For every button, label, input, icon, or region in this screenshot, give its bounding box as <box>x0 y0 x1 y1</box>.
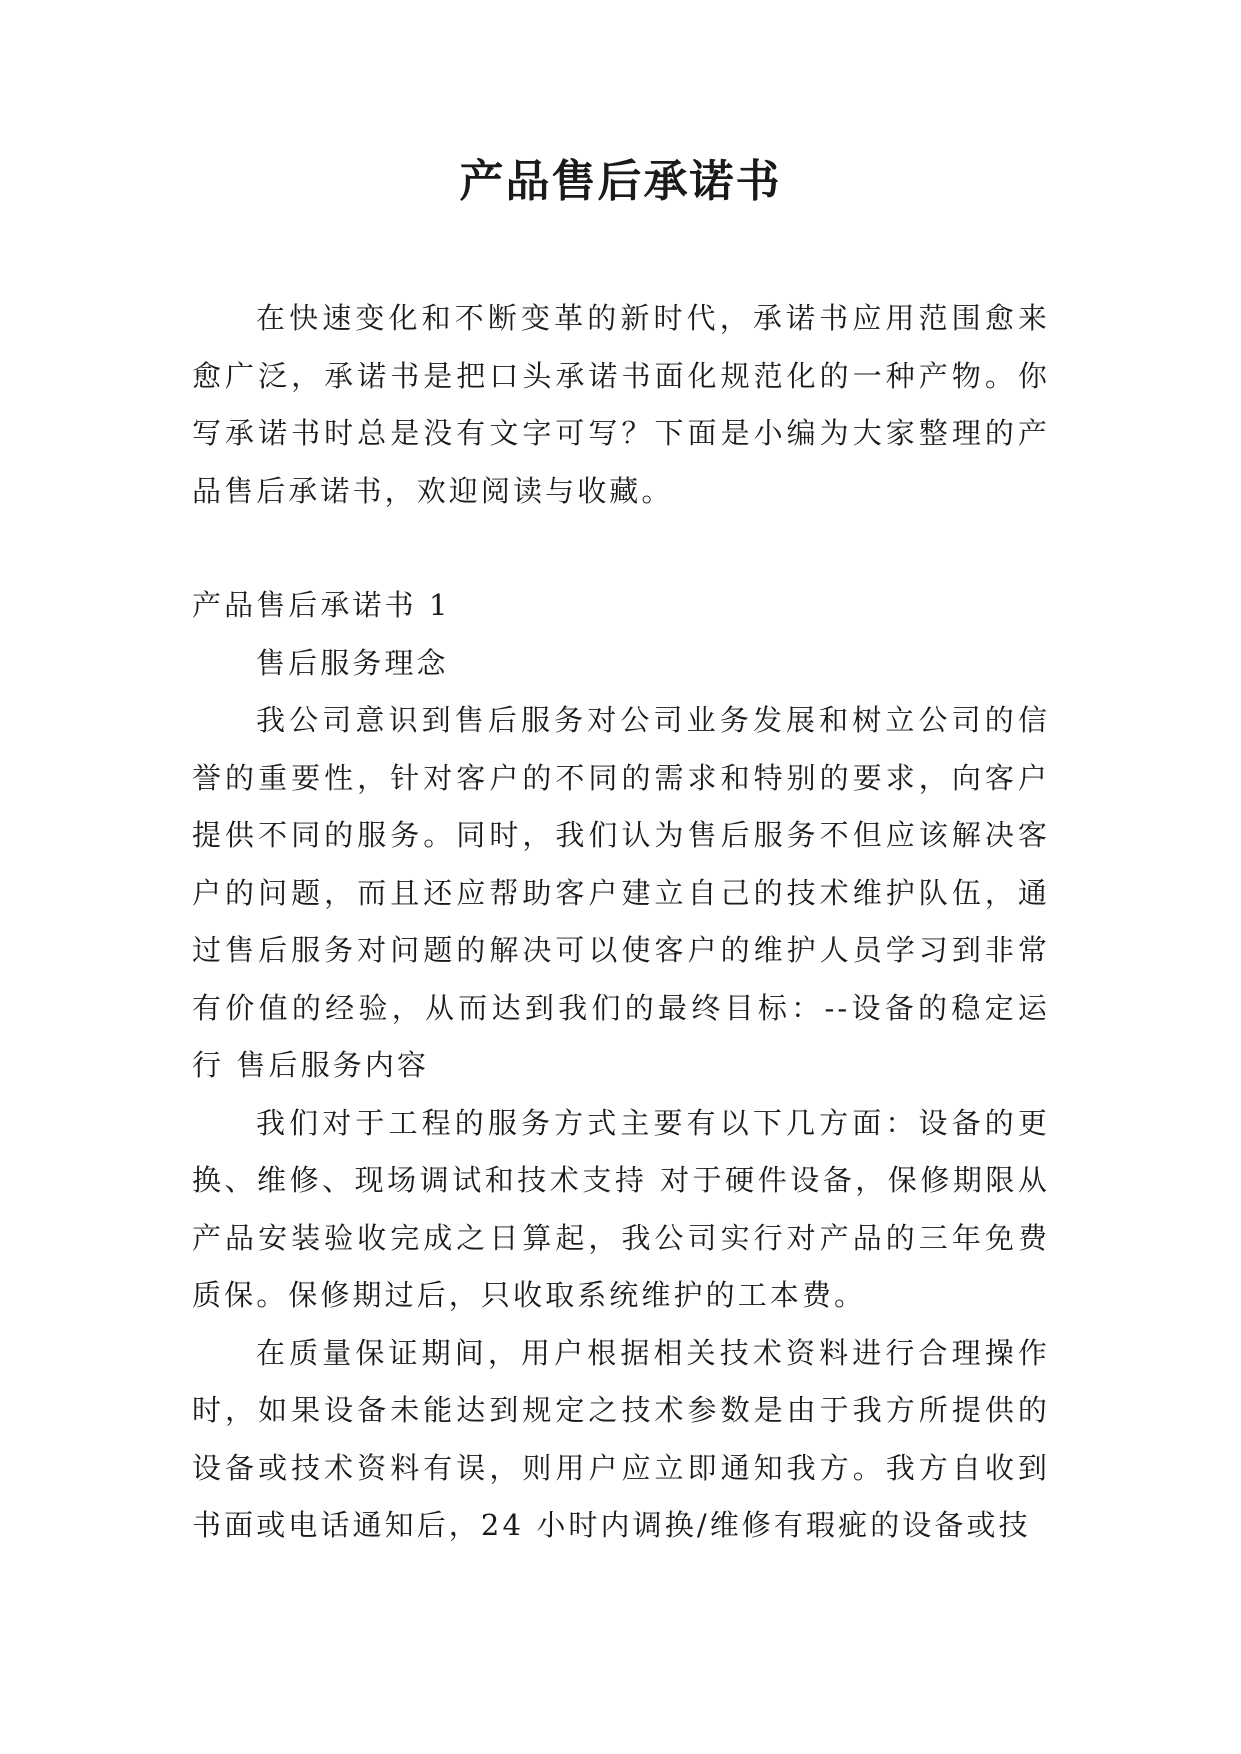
document-title: 产品售后承诺书 <box>459 156 782 207</box>
body-paragraph: 在质量保证期间，用户根据相关技术资料进行合理操作时，如果设备未能达到规定之技术参数是由于我方所提供的设备或技术资料有误，则用户应立即通知我方。我方自收到书面或电话通知后，24 小时内调换/维修有瑕疵的设备或技 <box>192 1335 1050 1542</box>
intro-paragraph: 在快速变化和不断变革的新时代，承诺书应用范围愈来愈广泛，承诺书是把口头承诺书面化规范化的一种产物。你写承诺书时总是没有文字可写？下面是小编为大家整理的产品售后承诺书，欢迎阅读与收藏。 <box>192 301 1050 508</box>
section-title: 产品售后承诺书 1 <box>192 588 451 622</box>
body-paragraph: 我公司意识到售后服务对公司业务发展和树立公司的信誉的重要性，针对客户的不同的需求和特别的要求，向客户提供不同的服务。同时，我们认为售后服务不但应该解决客户的问题，而且还应帮助客户建立自己的技术维护队伍，通过售后服务对问题的解决可以使客户的维护人员学习到非常有价值的经验，从而达到我们的最终目标：--设备的稳定运行 售后服务内容 <box>192 703 1050 1082</box>
body-paragraph: 我们对于工程的服务方式主要有以下几方面：设备的更换、维修、现场调试和技术支持 对于硬件设备，保修期限从产品安装验收完成之日算起，我公司实行对产品的三年免费质保。保修期过后，只收取系统维护的工本费。 <box>192 1105 1050 1312</box>
subheading: 售后服务理念 <box>256 645 449 680</box>
document-body <box>192 290 1050 1555</box>
